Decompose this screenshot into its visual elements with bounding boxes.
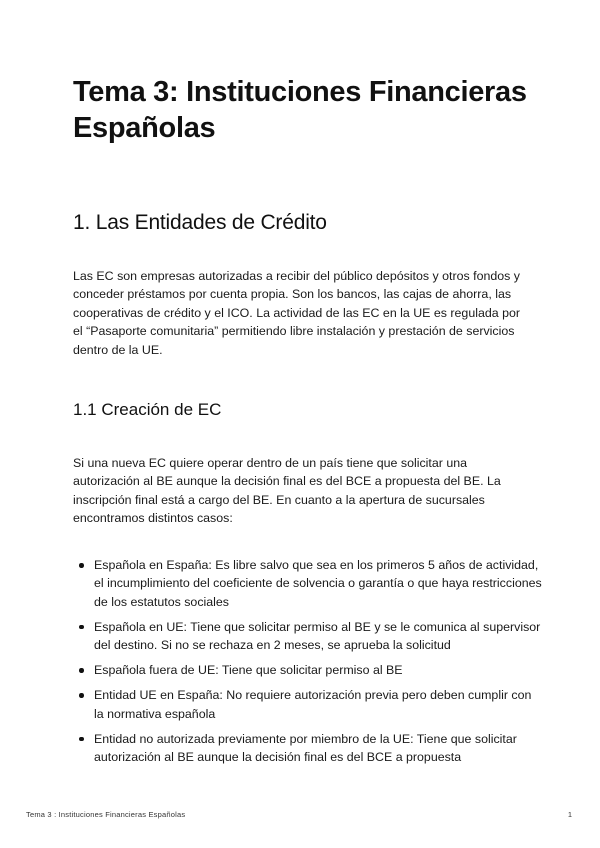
list-item <box>73 618 543 655</box>
list-item <box>73 686 543 723</box>
list-item-text: Española fuera de UE: Tiene que solicitar permiso al BE <box>94 663 403 678</box>
document-title: Tema 3: Instituciones Financieras Españolas <box>73 76 527 144</box>
bullet-dot-icon <box>79 625 84 630</box>
bullet-dot-icon <box>79 668 84 673</box>
section-paragraph-entidades-credito: Las EC son empresas autorizadas a recibir del público depósitos y otros fondos y conceder préstamos por cuenta propia. Son los bancos, las cajas de ahorra, las cooperativas de crédito y el ICO. La actividad de las EC en la UE es regulada por el “Pasaporte comunitaria” permitiendo libre instalación y prestación de servicios dentro de la UE. <box>73 269 520 357</box>
section-heading-entidades-credito: 1. Las Entidades de Crédito <box>73 211 327 234</box>
bullet-list <box>73 556 543 773</box>
footer-page-number: 1 <box>567 810 572 819</box>
list-item <box>73 556 543 611</box>
subsection-heading-creacion-ec: 1.1 Creación de EC <box>73 400 222 419</box>
bullet-dot-icon <box>79 693 84 698</box>
list-item-text: Española en UE: Tiene que solicitar permiso al BE y se le comunica al supervisor del destino. Si no se rechaza en 2 meses, se aprueba la solicitud <box>94 619 541 653</box>
list-item-text: Española en España: Es libre salvo que sea en los primeros 5 años de actividad, el incumplimiento del coeficiente de solvencia o garantía o que haya restricciones de los estatutos sociales <box>94 558 542 609</box>
list-item-text: Entidad UE en España: No requiere autorización previa pero deben cumplir con la normativa española <box>94 688 532 721</box>
bullet-dot-icon <box>79 563 84 568</box>
list-item <box>73 730 543 767</box>
subsection-paragraph-creacion-ec: Si una nueva EC quiere operar dentro de un país tiene que solicitar una autorización al BE aunque la decisión final es del BCE a propuesta del BE. La inscripción final está a cargo del BE. En cuanto a la apertura de sucursales encontramos distintos casos: <box>73 456 501 526</box>
list-item <box>73 661 543 679</box>
list-item-text: Entidad no autorizada previamente por miembro de la UE: Tiene que solicitar autorización al BE aunque la decisión final es del BCE a propuesta <box>94 731 517 765</box>
bullet-dot-icon <box>79 737 84 742</box>
footer-document-title: Tema 3 : Instituciones Financieras Españolas <box>26 810 186 819</box>
